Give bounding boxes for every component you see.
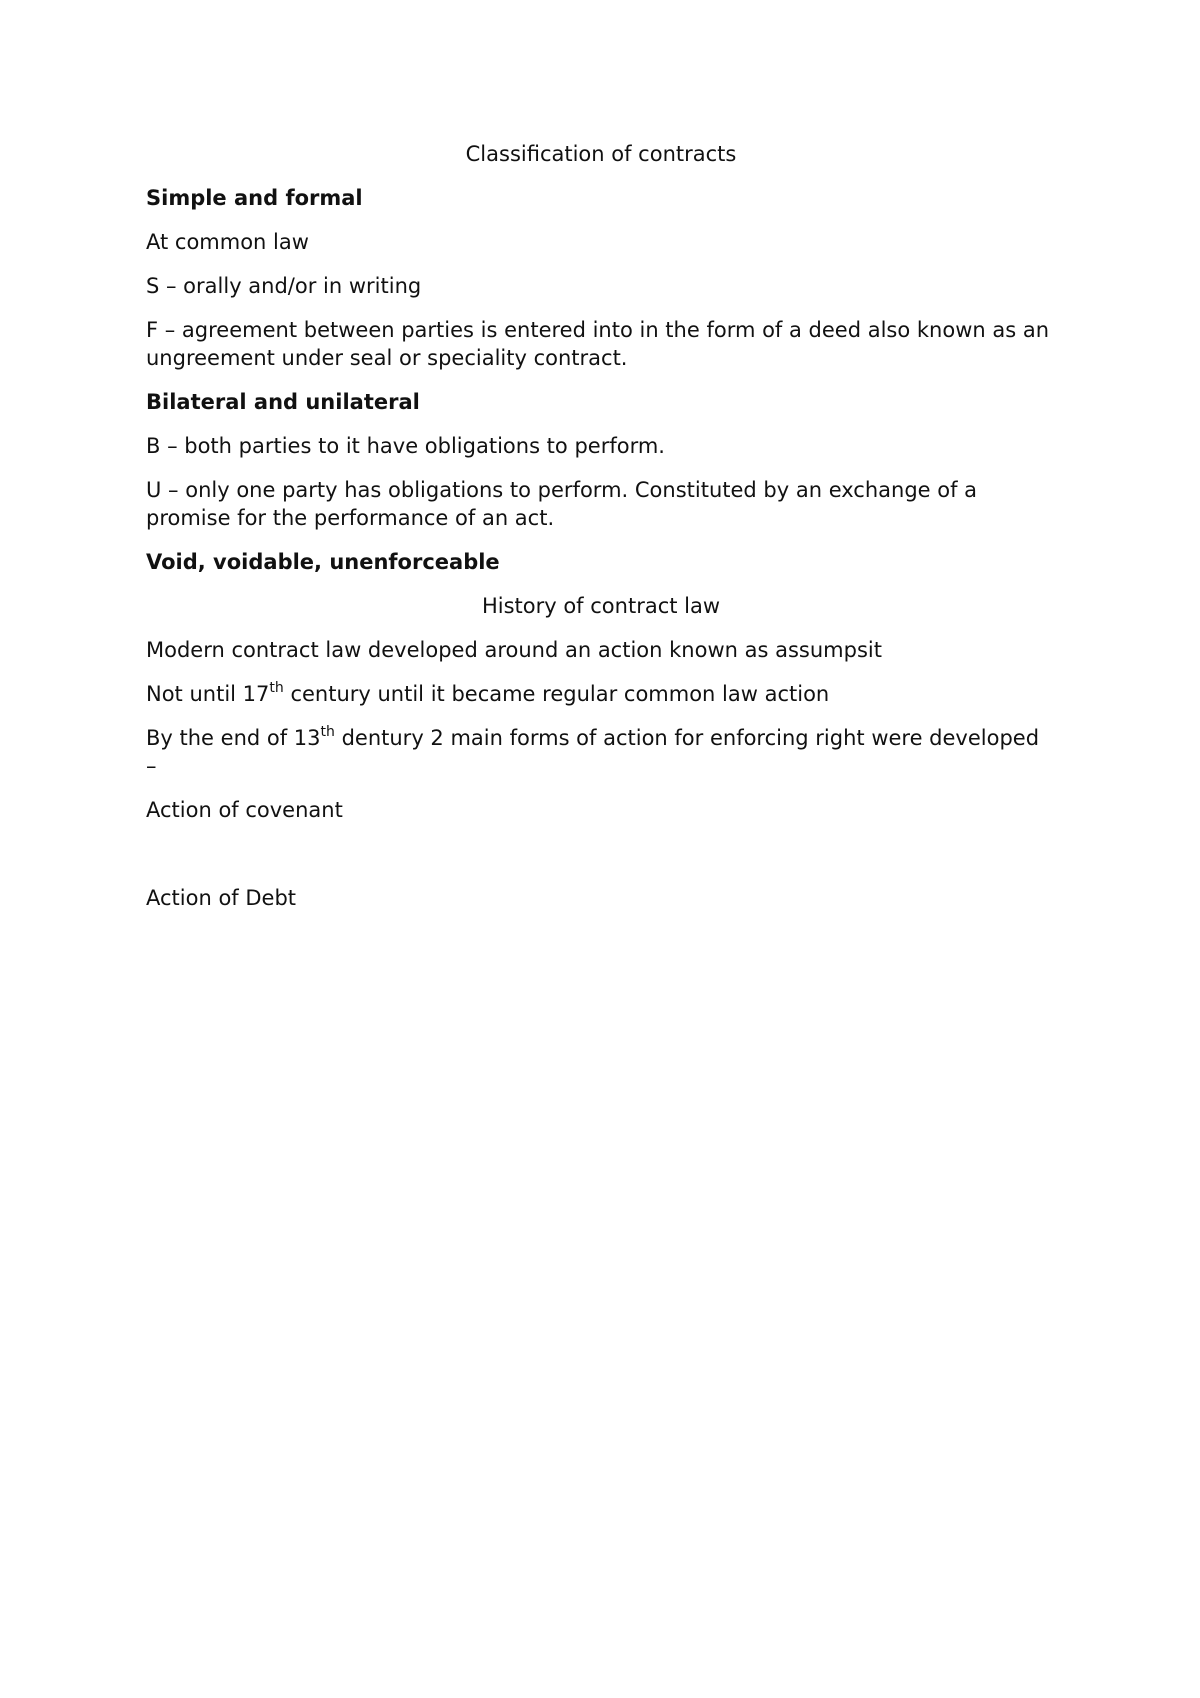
- section-heading-simple-formal: Simple and formal: [146, 186, 363, 210]
- paragraph-17th-century: [146, 680, 1056, 708]
- text-fragment: Not until 17: [146, 682, 270, 706]
- text-fragment: By the end of 13: [146, 726, 321, 750]
- text-fragment: century until it became regular common law action: [283, 682, 830, 706]
- paragraph-assumpsit: Modern contract law developed around an action known as assumpsit: [146, 638, 882, 662]
- paragraph-covenant: Action of covenant: [146, 798, 343, 822]
- section-heading-void: Void, voidable, unenforceable: [146, 550, 500, 574]
- paragraph-common-law: At common law: [146, 230, 309, 254]
- paragraph-unilateral: U – only one party has obligations to perform. Constituted by an exchange of a promise for the performance of an act.: [146, 478, 978, 530]
- text-fragment: dentury 2 main forms of action for enforcing right were developed –: [146, 726, 1040, 778]
- superscript: th: [320, 724, 335, 740]
- superscript: th: [269, 680, 284, 696]
- document-title: Classification of contracts: [465, 142, 737, 166]
- paragraph-13th-century: [146, 724, 1056, 780]
- document-page: [146, 140, 1056, 912]
- history-title: History of contract law: [481, 594, 721, 618]
- paragraph-simple: S – orally and/or in writing: [146, 274, 422, 298]
- paragraph-debt: Action of Debt: [146, 886, 297, 910]
- paragraph-formal: F – agreement between parties is entered into in the form of a deed also known as an ungreement under seal or speciality contract.: [146, 318, 1050, 370]
- paragraph-bilateral: B – both parties to it have obligations to perform.: [146, 434, 665, 458]
- section-heading-bilateral-unilateral: Bilateral and unilateral: [146, 390, 420, 414]
